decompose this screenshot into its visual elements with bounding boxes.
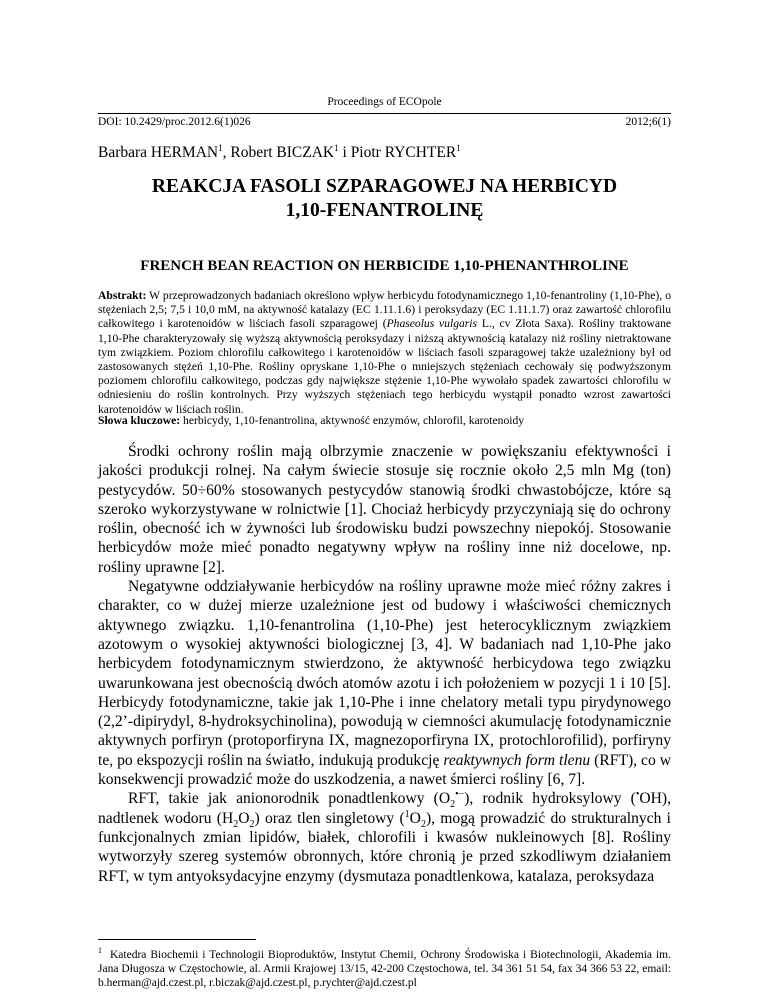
footnote — [98, 944, 671, 991]
p3-text: O — [409, 809, 421, 827]
author-3: Piotr RYCHTER — [350, 144, 457, 162]
p3-text: RFT, takie jak anionorodnik ponadtlenkowy (O — [128, 790, 451, 808]
affiliation-mark: 1 — [334, 143, 339, 153]
title-english: FRENCH BEAN REACTION ON HERBICIDE 1,10-PHENANTHROLINE — [140, 258, 629, 274]
abstract-label: Abstrakt: — [98, 289, 147, 302]
author-list — [98, 143, 461, 162]
title-polish-line2: 1,10-FENANTROLINĘ — [285, 200, 484, 221]
p3-sub: 2 — [249, 818, 255, 830]
p3-sub: 2 — [450, 799, 456, 811]
paragraph-2-italic: reaktywnych form tlenu — [443, 751, 591, 769]
paragraph-3 — [98, 789, 671, 885]
p3-sup: •− — [455, 789, 465, 801]
doi: DOI: 10.2429/proc.2012.6(1)026 — [98, 116, 251, 128]
issue: 2012;6(1) — [625, 116, 671, 128]
abstract-species: Phaseolus vulgaris — [386, 317, 478, 331]
author-separator: , — [222, 144, 231, 162]
p3-sub: 2 — [233, 818, 239, 830]
keywords-text: herbicydy, 1,10-fenantrolina, aktywność enzymów, chlorofil, karotenoidy — [180, 414, 525, 427]
abstract-text-b: L., cv Złota Saxa). Rośliny traktowane 1,10-Phe charakteryzowały się wyższą aktywnością peroksydazy i niższą aktywnością katalazy niż rośliny nietraktowane tym związkiem. Poziom chlorofilu całkowitego i karotenoidów w liściach fasoli szparagowej także uzależniony był od zastosowanych stężeń 1,10-Phe. Rośliny opryskane 1,10-Phe o mniejszych stężeniach cechowały się podwyższonym poziomem chlorofilu całkowitego, podczas gdy największe stężenie 1,10-Phe wywołało spadek zawartości chlorofilu w odniesieniu do roślin kontrolnych. Przy wyższych stężeniach tego herbicydu wystąpił ponadto wzrost zawartości karotenoidów w liściach roślin. — [98, 317, 672, 416]
p3-text: ) oraz tlen singletowy ( — [254, 809, 405, 827]
body-text — [98, 442, 671, 886]
affiliation-mark: 1 — [456, 143, 461, 153]
keywords-label: Słowa kluczowe: — [98, 414, 181, 427]
footnote-divider — [98, 939, 256, 940]
title-polish-line1: REAKCJA FASOLI SZPARAGOWEJ NA HERBICYD — [151, 176, 618, 197]
abstract — [98, 289, 671, 417]
p3-sub: 2 — [420, 818, 426, 830]
paragraph-2-text-a: Negatywne oddziaływanie herbicydów na rośliny uprawne może mieć różny zakres i charakter, co w dużej mierze uzależnione jest od budowy i właściwości chemicznych aktywnego związku. 1,10-fenantrolina (1,10-Phe) jest heterocyklicznym związkiem azotowym o wysokiej aktywności biologicznej [3, 4]. W badaniach nad 1,10-Phe jako herbicydem fotodynamicznym stwierdzono, że aktywność herbicydowa tego związku uwarunkowana jest obecnością dwóch atomów azotu i ich położeniem w pozycji 1 i 10 [5]. Herbicydy fotodynamiczne, takie jak 1,10-Phe i inne chelatory metali typu pirydynowego (2,2’-dipirydyl, 8-hydroksychinolina), powodują w ciemności akumulację fotodynamicznie aktywnych porfiryn (protoporfiryna IX, magnezoporfiryna IX, protochlorofilid), porfiryny te, po ekspozycji roślin na światło, indukują produkcję — [98, 578, 671, 769]
p3-text: OH), nadtlenek wodoru (H — [98, 790, 671, 827]
header-row — [98, 113, 671, 128]
p3-text: O — [238, 809, 250, 827]
paragraph-2 — [98, 577, 671, 789]
p3-text: ), mogą prowadzić do strukturalnych i funkcjonalnych zmian lipidów, białek, chlorofili i kwasów nukleinowych [8]. Rośliny wytworzyły szereg systemów obronnych, które chronią je przed szkodliwym działaniem RFT, w tym antyoksydacyjne enzymy (dysmutaza ponadtlenkowa, katalaza, peroksydaza — [98, 809, 671, 885]
p3-text: ), rodnik hydroksylowy ( — [464, 790, 636, 808]
journal-name: Proceedings of ECOpole — [327, 96, 442, 108]
author-2: Robert BICZAK — [230, 144, 335, 162]
author-1: Barbara HERMAN — [98, 144, 219, 162]
abstract-text-a: W przeprowadzonych badaniach określono wpływ herbicydu fotodynamicznego 1,10-fenantroliny (1,10-Phe), o stężeniach 2,5; 7,5 i 10,0 mM, na aktywność katalazy (EC 1.11.1.6) i peroksydazy (EC 1.11.1.7) oraz zawartość chlorofilu całkowitego i karotenoidów w liściach fasoli szparagowej ( — [98, 289, 671, 331]
footnote-text: Katedra Biochemii i Technologii Bioproduktów, Instytut Chemii, Ochrony Środowiska i Biotechnologii, Akademia im. Jana Długosza w Częstochowie, al. Armii Krajowej 13/15, 42-200 Częstochowa, tel. 34 361 51 54, fax 34 366 53 22, email: b.herman@ajd.czest.pl, r.biczak@ajd.czest.pl, p.rychter@ajd.czest.pl — [98, 948, 671, 990]
footnote-mark: 1 — [98, 946, 102, 955]
author-separator: i — [338, 144, 351, 162]
p3-sup: 1 — [404, 808, 410, 820]
p3-sup: • — [635, 789, 640, 801]
affiliation-mark: 1 — [218, 143, 223, 153]
keywords — [98, 414, 671, 427]
paragraph-2-text-b: (RFT), co w konsekwencji prowadzić może do uszkodzenia, a nawet śmierci rośliny [6, 7]. — [98, 751, 672, 789]
title-polish — [98, 175, 671, 223]
paragraph-1: Środki ochrony roślin mają olbrzymie znaczenie w powiększaniu efektywności i jakości produkcji rolnej. Na całym świecie stosuje się rocznie około 2,5 mln Mg (ton) pestycydów. 50÷60% stosowanych pestycydów stanowią środki chwastobójcze, które są szeroko wykorzystywane w rolnictwie [1]. Chociaż herbicydy przyczyniają się do ochrony roślin, obecność ich w żywności lub środowisku budzi powszechny niepokój. Stosowanie herbicydów może mieć ponadto negatywny wpływ na rośliny inne niż docelowe, np. rośliny uprawne [2]. — [98, 443, 671, 576]
